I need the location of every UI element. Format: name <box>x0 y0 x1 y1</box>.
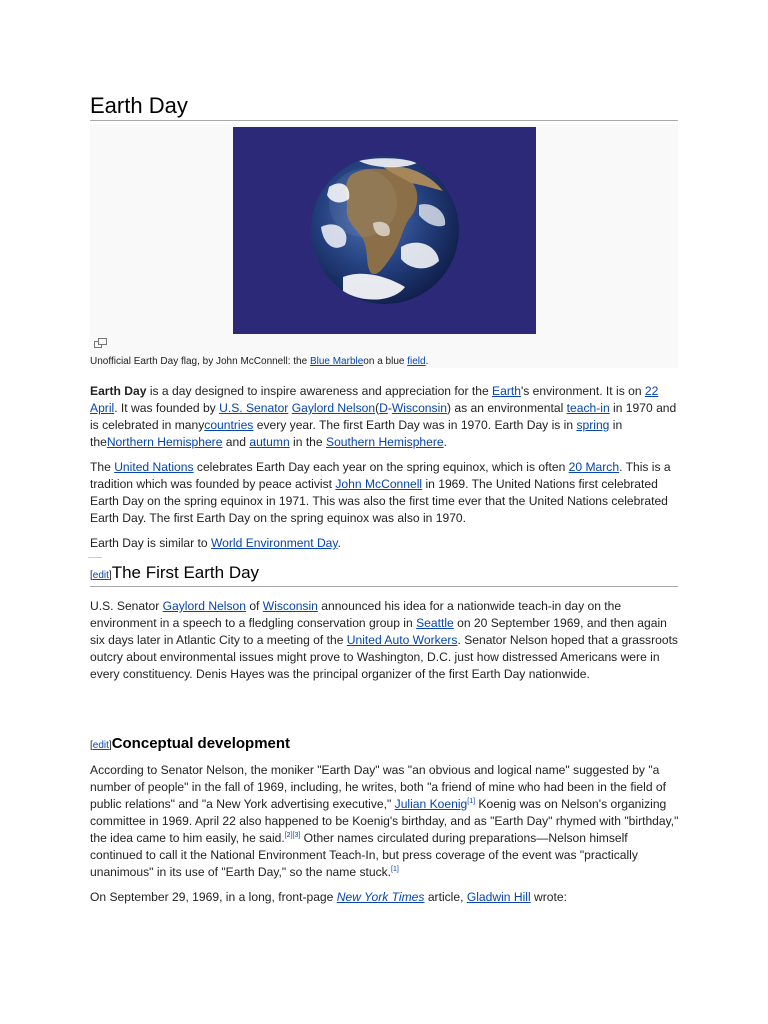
intro-paragraph-3 <box>90 535 680 552</box>
text: U.S. Senator <box>90 599 163 613</box>
text: - <box>387 401 392 415</box>
democrat-link[interactable]: D <box>379 401 388 415</box>
edit-link[interactable]: edit <box>92 740 109 751</box>
text: is a day designed to inspire awareness and appreciation for the <box>146 384 493 398</box>
text: announced his idea for a nationwide teach-in day on the environment in a speech to a fledgling conservation group in <box>90 599 622 630</box>
figure-caption <box>90 356 428 368</box>
gaylord-nelson-link[interactable]: Gaylord Nelson <box>162 599 246 613</box>
text: Other names circulated during preparations—Nelson himself continued to call it the National Environment Teach-In, but press coverage of the event was "practically unanimous" in its use of "Earth Day," so the name stuck. <box>90 831 638 879</box>
intro-paragraph-1 <box>90 383 680 451</box>
seattle-link[interactable]: Seattle <box>416 616 454 630</box>
text: ) as an environmental <box>446 401 567 415</box>
text: Koenig was on Nelson's organizing committee in 1969. April 22 also happened to be Koenig's birthday, and as "Earth Day" rhymed with "birthday," the idea came to him easily, he said. <box>90 797 679 845</box>
text: According to Senator Nelson, the moniker "Earth Day" was "an obvious and logical name" suggested by "a number of people" in the fall of 1969, including, he writes, both "a friend of mine who had been in the field of public relations" and "a New York advertising executive," <box>90 763 667 811</box>
edit-bracket <box>90 570 112 581</box>
section-title: Conceptual development <box>111 735 291 752</box>
bracket-open: [ <box>90 740 93 751</box>
section1-paragraph <box>90 598 680 683</box>
section-title: The First Earth Day <box>111 563 260 582</box>
citation <box>391 866 399 873</box>
united-auto-workers-link[interactable]: United Auto Workers <box>346 633 458 647</box>
text: . <box>443 435 448 449</box>
text: . It was founded by <box>114 401 220 415</box>
citation-link[interactable]: [1] <box>467 797 476 805</box>
text: in 1969. The United Nations first celebrated Earth Day on the spring equinox in 1971. This was also the first time ever that the United Nations celebrated Earth Day. The first Earth Day on the spring equinox was also in 1970. <box>90 477 668 525</box>
citation-link[interactable]: [1] <box>391 865 399 873</box>
united-nations-link[interactable]: United Nations <box>114 460 194 474</box>
text: . This is a tradition which was founded by peace activist <box>90 460 671 491</box>
section2-paragraph-1 <box>90 762 680 881</box>
text: The <box>90 460 115 474</box>
teach-in-link[interactable]: teach-in <box>566 401 610 415</box>
countries-link[interactable]: countries <box>204 418 254 432</box>
edit-bracket <box>90 740 112 751</box>
citation <box>467 798 475 805</box>
autumn-link[interactable]: autumn <box>249 435 290 449</box>
text: on 20 September 1969, and then again six days later in Atlantic City to a meeting of the <box>90 616 667 647</box>
bracket-open: [ <box>90 570 93 581</box>
bold-term: Earth Day <box>90 384 147 398</box>
figure-thumbnail <box>90 124 678 368</box>
citation <box>285 832 301 839</box>
text: every year. The first Earth Day was in 1970. Earth Day is in <box>253 418 577 432</box>
gaylord-nelson-link[interactable]: Gaylord Nelson <box>291 401 376 415</box>
spring-link[interactable]: spring <box>576 418 610 432</box>
caption-text: on a blue <box>363 356 408 367</box>
northern-hemisphere-link[interactable]: Northern Hemisphere <box>106 435 223 449</box>
wisconsin-link[interactable]: Wisconsin <box>262 599 318 613</box>
enlarge-icon[interactable] <box>94 338 107 348</box>
text: ( <box>375 401 380 415</box>
bracket-close: ] <box>108 740 112 751</box>
new-york-times-link[interactable]: New York Times <box>336 890 425 904</box>
april-link[interactable]: 22 April <box>90 384 659 415</box>
text: . <box>337 536 341 550</box>
blue-marble-link[interactable]: Blue Marble <box>309 356 364 367</box>
edit-link[interactable]: edit <box>92 570 109 581</box>
us-senator-link[interactable]: U.S. Senator <box>219 401 289 415</box>
page-title: Earth Day <box>90 93 188 118</box>
text: . Senator Nelson hoped that a grassroots outcry about environmental issues might prove to Washington, D.C. just how distressed Americans were in every constituency. Denis Hayes was the principal organizer of the first Earth Day nationwide. <box>90 633 678 681</box>
text: in the <box>289 435 326 449</box>
title-divider <box>90 120 678 121</box>
text: On September 29, 1969, in a long, front-page <box>90 890 337 904</box>
march-link[interactable]: 20 March <box>568 460 620 474</box>
caption-text: . <box>425 356 429 367</box>
section2-paragraph-2 <box>90 889 680 906</box>
text: in the <box>90 418 623 449</box>
southern-hemisphere-link[interactable]: Southern Hemisphere <box>326 435 444 449</box>
field-link[interactable]: field <box>407 356 426 367</box>
section-divider <box>90 586 678 587</box>
text: wrote: <box>530 890 567 904</box>
intro-paragraph-2 <box>90 459 680 527</box>
citation-link[interactable]: [2][3] <box>284 831 301 839</box>
caption-text: Unofficial Earth Day flag, by John McConnell: the <box>90 356 310 367</box>
bracket-close: ] <box>108 570 112 581</box>
section-heading-first-earth-day <box>90 562 259 587</box>
text: celebrates Earth Day each year on the spring equinox, which is often <box>193 460 569 474</box>
julian-koenig-link[interactable]: Julian Koenig <box>394 797 468 811</box>
text: and <box>222 435 250 449</box>
text: article, <box>424 890 467 904</box>
text: Earth Day is similar to <box>90 536 211 550</box>
john-mcconnell-link[interactable]: John McConnell <box>335 477 423 491</box>
wisconsin-link[interactable]: Wisconsin <box>391 401 447 415</box>
earth-link[interactable]: Earth <box>492 384 521 398</box>
text: in 1970 and is celebrated in many <box>90 401 677 432</box>
earth-day-flag-image[interactable] <box>233 127 536 334</box>
text: 's environment. It is on <box>520 384 645 398</box>
blue-marble-graphic <box>233 127 536 334</box>
gladwin-hill-link[interactable]: Gladwin Hill <box>466 890 531 904</box>
section-heading-conceptual-development <box>90 734 290 756</box>
text: of <box>245 599 263 613</box>
divider-mark <box>88 557 102 558</box>
world-environment-day-link[interactable]: World Environment Day <box>210 536 338 550</box>
